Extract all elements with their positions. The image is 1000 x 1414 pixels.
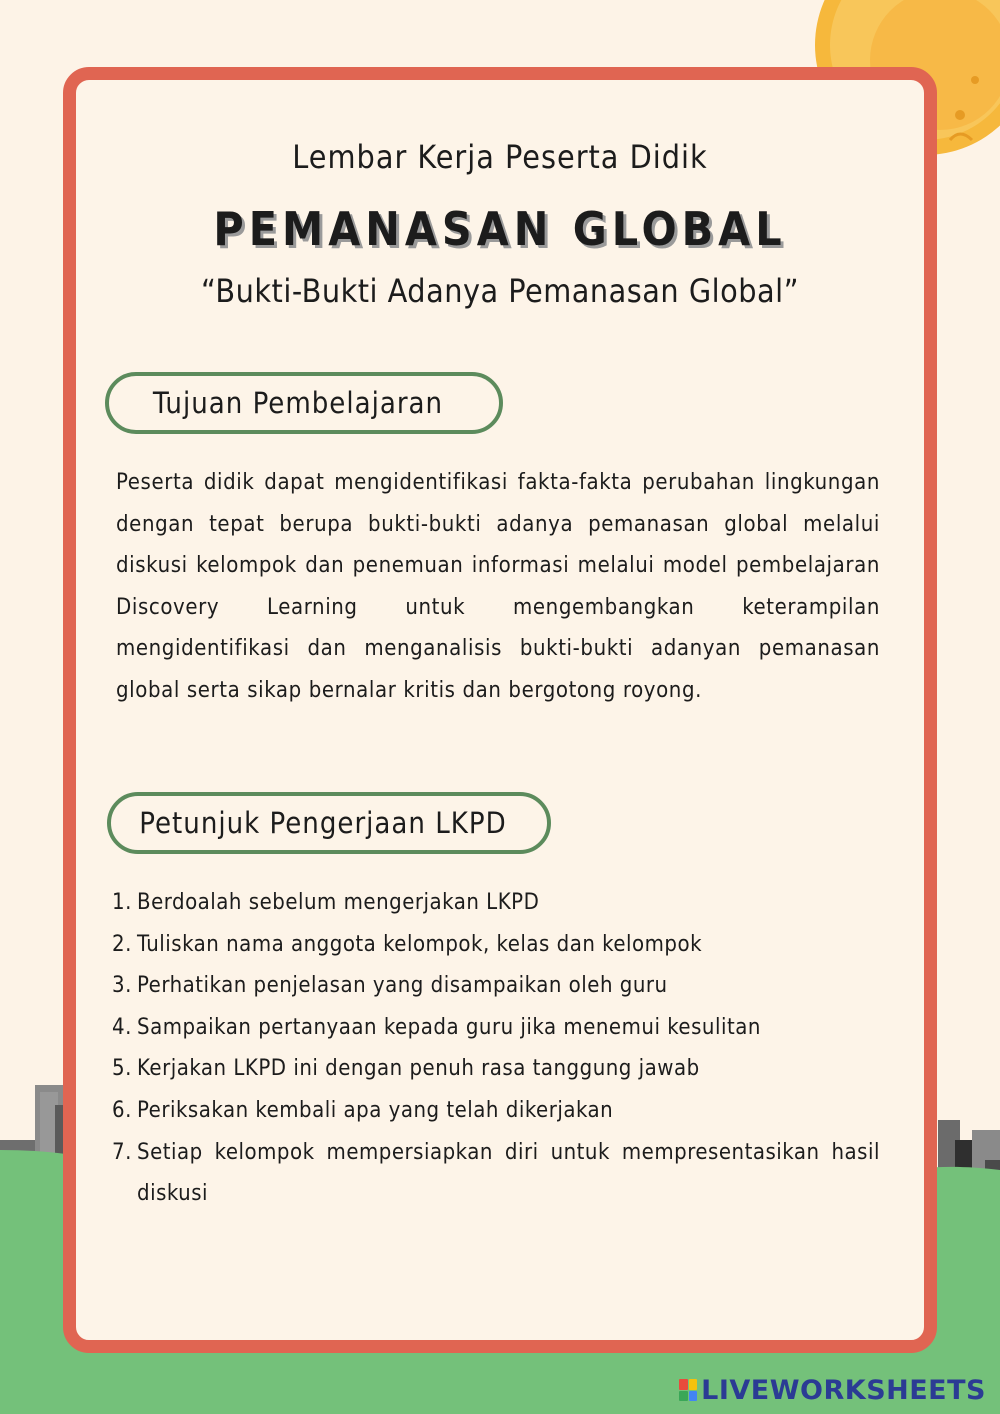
objectives-heading-label: Tujuan Pembelajaran [152, 386, 444, 420]
step-number: 4. [112, 1014, 132, 1040]
worksheet-title: PEMANASAN GLOBAL [213, 202, 787, 256]
step-text: Setiap kelompok mempersiapkan diri untuk mempresentasikan hasil diskusi [137, 1139, 880, 1207]
worksheet-subtitle: “Bukti-Bukti Adanya Pemanasan Global” [200, 272, 800, 310]
logo-square-1 [679, 1379, 688, 1390]
list-item [112, 965, 880, 1007]
step-text: Periksakan kembali apa yang telah dikerjakan [137, 1097, 614, 1123]
instructions-heading [107, 792, 551, 854]
step-number: 7. [112, 1139, 132, 1165]
list-item [112, 1007, 880, 1049]
list-item [112, 924, 880, 966]
step-number: 1. [112, 890, 132, 915]
step-number: 5. [112, 1056, 132, 1082]
list-item [112, 1132, 880, 1215]
objectives-text: Peserta didik dapat mengidentifikasi fakta-fakta perubahan lingkungan dengan tepat berupa bukti-bukti adanya pemanasan global melalui diskusi kelompok dan penemuan informasi melalui model pembelajaran Discovery Learning untuk mengembangkan keterampilan mengidentifikasi dan menganalisis bukti-bukti adanyan pemanasan global serta sikap bernalar kritis dan bergotong royong. [116, 470, 880, 703]
step-text: Sampaikan pertanyaan kepada guru jika menemui kesulitan [137, 1014, 761, 1040]
liveworksheets-logo-icon [679, 1379, 697, 1401]
liveworksheets-brand: LIVEWORKSHEETS [701, 1374, 986, 1406]
step-number: 3. [112, 973, 132, 999]
step-text: Kerjakan LKPD ini dengan penuh rasa tanggung jawab [137, 1056, 700, 1082]
logo-square-4 [689, 1391, 698, 1402]
step-number: 6. [112, 1097, 132, 1123]
objectives-heading [105, 372, 503, 434]
list-item [112, 1048, 880, 1090]
instructions-heading-label: Petunjuk Pengerjaan LKPD [139, 806, 507, 840]
step-text: Berdoalah sebelum mengerjakan LKPD [137, 890, 540, 915]
instructions-list [112, 882, 880, 1215]
step-text: Tuliskan nama anggota kelompok, kelas dan kelompok [137, 931, 703, 957]
worksheet-kicker: Lembar Kerja Peserta Didik [292, 138, 708, 176]
list-item [112, 1090, 880, 1132]
step-number: 2. [112, 931, 132, 957]
logo-square-2 [689, 1379, 698, 1390]
logo-square-3 [679, 1391, 688, 1402]
liveworksheets-logo[interactable] [679, 1372, 986, 1408]
step-text: Perhatikan penjelasan yang disampaikan oleh guru [137, 973, 668, 999]
list-item [112, 882, 880, 924]
